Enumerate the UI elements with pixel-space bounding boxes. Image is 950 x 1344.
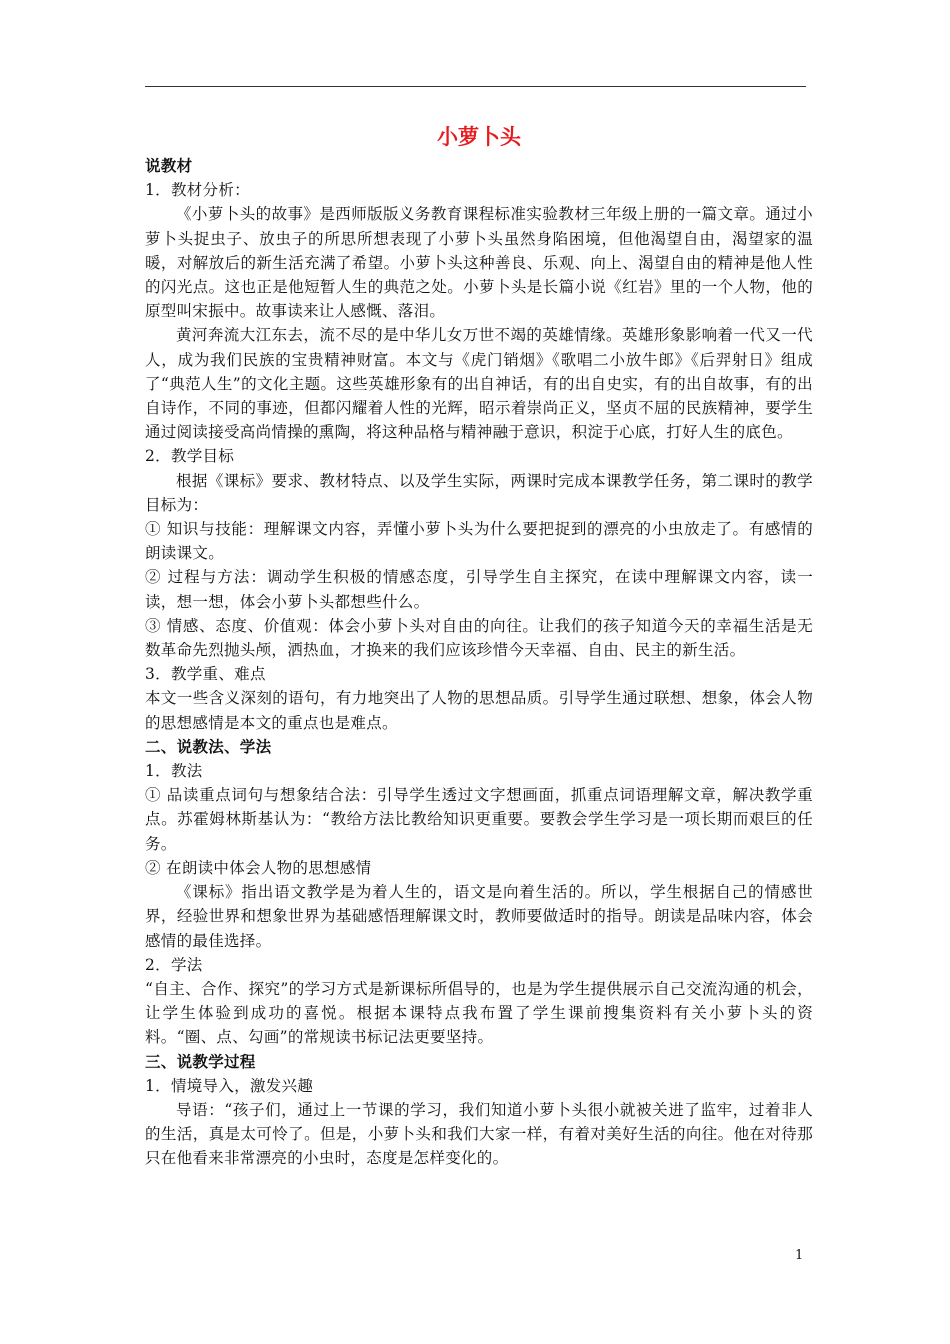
paragraph: 《课标》指出语文教学是为着人生的，语文是向着生活的。所以，学生根据自己的情感世界，经验世界和想象世界为基础感悟理解课文时，教师要做适时的指导。朗读是品味内容，体会感情的最佳选择。	[145, 883, 813, 950]
paragraph: 《小萝卜头的故事》是西师版版义务教育课程标准实验教材三年级上册的一篇文章。通过小萝卜头捉虫子、放虫子的所思所想表现了小萝卜头虽然身陷困境，但他渴望自由，渴望家的温暖，对解放后的新生活充满了希望。小萝卜头这种善良、乐观、向上、渴望自由的精神是他人性的闪光点。这也正是他短暂人生的典范之处。小萝卜头是长篇小说《红岩》里的一个人物，他的原型叫宋振中。故事读来让人感慨、落泪。	[145, 205, 813, 321]
page-number: 1	[795, 1248, 804, 1263]
list-item: ② 过程与方法：调动学生积极的情感态度，引导学生自主探究，在读中理解课文内容，读一读，想一想，体会小萝卜头都想些什么。	[145, 568, 813, 611]
list-item: ② 在朗读中体会人物的思想感情	[145, 858, 372, 877]
subheading: 3．教学重、难点	[145, 665, 266, 684]
subheading: 2．教学目标	[145, 447, 235, 466]
list-item: ③ 情感、态度、价值观：体会小萝卜头对自由的向往。让我们的孩子知道今天的幸福生活是无数革命先烈抛头颅，洒热血，才换来的我们应该珍惜今天幸福、自由、民主的新生活。	[145, 616, 813, 660]
paragraph: 导语：“孩子们，通过上一节课的学习，我们知道小萝卜头很小就被关进了监牢，过着非人的生活，真是太可怜了。但是，小萝卜头和我们大家一样，有着对美好生活的向往。他在对待那只在他看来非常漂亮的小虫时，态度是怎样变化的。	[145, 1100, 813, 1168]
subheading: 1．教材分析：	[145, 181, 250, 200]
section-heading: 二、说教法、学法	[145, 736, 272, 756]
section-heading: 说教材	[145, 156, 193, 175]
list-item: ① 知识与技能：理解课文内容，弄懂小萝卜头为什么要把捉到的漂亮的小虫放走了。有感情的朗读课文。	[145, 520, 813, 563]
header-rule	[145, 86, 806, 87]
paragraph: 黄河奔流大江东去，流不尽的是中华儿女万世不竭的英雄情缘。英雄形象影响着一代又一代人，成为我们民族的宝贵精神财富。本文与《虎门销烟》《歌唱二小放牛郎》《后羿射日》组成了“典范人生”的文化主题。这些英雄形象有的出自神话，有的出自史实，有的出自故事，有的出自诗作，不同的事迹，但都闪耀着人性的光辉，昭示着崇尚正义，坚贞不屈的民族精神，要学生通过阅读接受高尚情操的熏陶，将这种品格与精神融于意识，积淀于心底，打好人生的底色。	[145, 326, 813, 442]
document-title: 小萝卜头	[437, 124, 521, 149]
paragraph: 本文一些含义深刻的语句，有力地突出了人物的思想品质。引导学生通过联想、想象，体会人物的思想感情是本文的重点也是难点。	[145, 689, 813, 732]
subheading: 1．情境导入，激发兴趣	[145, 1076, 314, 1095]
list-item: ① 品读重点词句与想象结合法：引导学生透过文字想画面，抓重点词语理解文章，解决教学重点。苏霍姆林斯基认为：“教给方法比教给知识更重要。要教会学生学习是一项长期而艰巨的任务。	[145, 786, 813, 853]
subheading: 2．学法	[145, 955, 203, 974]
paragraph: “自主、合作、探究”的学习方式是新课标所倡导的，也是为学生提供展示自己交流沟通的机会，让学生体验到成功的喜悦。根据本课特点我布置了学生课前搜集资料有关小萝卜头的资料。“圈、点、勾画”的常规读书标记法更要坚持。	[145, 979, 813, 1047]
document-body	[145, 120, 813, 1171]
section-heading: 三、说教学过程	[145, 1051, 256, 1071]
paragraph: 根据《课标》要求、教材特点、以及学生实际，两课时完成本课教学任务，第二课时的教学目标为：	[145, 471, 813, 514]
subheading: 1．教法	[145, 762, 203, 781]
